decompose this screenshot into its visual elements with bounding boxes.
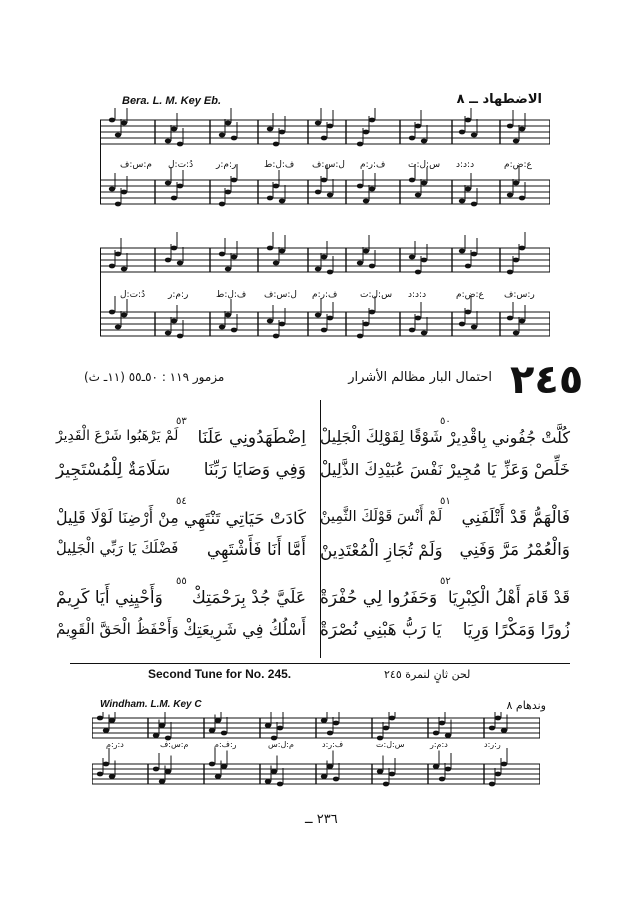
note-head — [459, 199, 465, 204]
verse-hemistich-first: أَسْلُكُ فِي شَرِيعَتِكْ — [183, 620, 306, 639]
solfege-syllable: ف:ر:م — [312, 290, 338, 300]
note-head — [489, 782, 495, 787]
note-head — [121, 313, 127, 318]
verse-number: ٥٢ — [440, 576, 451, 587]
note-head — [465, 310, 471, 315]
note-head — [121, 190, 127, 195]
note-head — [231, 255, 237, 260]
note-head — [279, 199, 285, 204]
note-head — [501, 728, 507, 733]
note-head — [409, 178, 415, 183]
note-head — [409, 328, 415, 333]
note-head — [363, 199, 369, 204]
verse-number: ٥٤ — [176, 496, 187, 507]
note-head — [267, 319, 273, 324]
note-head — [321, 255, 327, 260]
solfege-syllable: س:ل:ت — [408, 160, 441, 170]
verse-line — [56, 462, 306, 486]
verse-number: ٥٠ — [440, 416, 451, 427]
verse-line — [56, 576, 306, 614]
note-head — [225, 313, 231, 318]
note-head — [465, 264, 471, 269]
note-head — [421, 181, 427, 186]
note-head — [377, 769, 383, 774]
verse-hemistich-second: لَمْ يَرْهَبُوا شَرْعَ الْقَدِيرْ — [56, 428, 179, 444]
note-head — [507, 124, 513, 129]
note-head — [153, 767, 159, 772]
note-head — [315, 121, 321, 126]
note-head — [519, 319, 525, 324]
note-head — [321, 718, 327, 723]
note-head — [271, 769, 277, 774]
note-head — [215, 718, 221, 723]
note-head — [415, 316, 421, 321]
solfege-syllable: ر:س:ف — [504, 290, 535, 300]
hymn-number: ٢٤٥ — [510, 357, 584, 403]
verse-hemistich-first: كُلَّتْ جُفُوني بِاقْدِيرْ — [447, 428, 570, 447]
verse-hemistich-second: لَمْ أَنْسَ قَوْلَكَ الثَّمِينْ — [320, 509, 443, 525]
verse-hemistich-second: وَلَمْ تُجَازِ الْمُعْتَدِينْ — [320, 540, 443, 560]
verse-hemistich-second: نَفْسَ عُبَيْدِكَ الذَّلِيلْ — [320, 460, 443, 479]
tune2-composer: Windham. L.M. Key C — [100, 699, 202, 710]
note-head — [471, 202, 477, 207]
verse-hemistich-first: عَلَيَّ جُدْ بِرَحْمَتِكْ — [191, 588, 306, 608]
music-staff — [92, 712, 540, 786]
note-head — [231, 136, 237, 141]
verse-hemistich-second: وَأَحْفَظُ الْحَقَّ الْقَوِيمْ — [56, 620, 179, 638]
note-head — [109, 310, 115, 315]
verse-hemistich-second: سَلَامَةٌ لِلْمُسْتَجِيرْ — [56, 460, 171, 480]
solfege-syllable: م:س:ف — [160, 740, 189, 749]
note-head — [465, 118, 471, 123]
tune1-name: الاضطهاد ــ ٨ — [456, 92, 542, 107]
tune1-composer: Bera. L. M. Key Eb. — [122, 95, 222, 107]
solfege-syllable: ل:س:ف — [264, 290, 297, 300]
solfege-syllable: د:د:د — [408, 290, 427, 300]
note-head — [165, 139, 171, 144]
note-head — [321, 328, 327, 333]
verse-hemistich-first: وَفِي وَصَايَا رَبِّنَا — [203, 460, 306, 480]
verse-line — [56, 496, 306, 534]
verse-hemistich-second: يَا رَبُّ هَبْنِي نُصْرَةْ — [320, 620, 442, 640]
solfege-syllable: م:س:ف — [120, 160, 152, 170]
note-head — [279, 249, 285, 254]
note-head — [315, 313, 321, 318]
note-head — [177, 142, 183, 147]
note-head — [103, 728, 109, 733]
note-head — [209, 762, 215, 767]
note-head — [369, 118, 375, 123]
verse-hemistich-first: قَدْ قَامَ أَهْلُ الْكِبْرِيَا — [448, 588, 570, 607]
note-head — [225, 267, 231, 272]
verse-hemistich-first: كَادَتْ حَيَاتِي تَنْتَهِي — [183, 508, 306, 528]
note-head — [277, 782, 283, 787]
note-head — [109, 187, 115, 192]
note-head — [219, 252, 225, 257]
verse-line — [56, 416, 306, 454]
note-head — [265, 723, 271, 728]
verse-hemistich-second: شَوْقًا لِقَوْلِكَ الْجَلِيلْ — [320, 428, 443, 446]
note-head — [439, 777, 445, 782]
note-head — [445, 733, 451, 738]
note-head — [513, 258, 519, 263]
note-head — [369, 187, 375, 192]
note-head — [421, 258, 427, 263]
solfege-syllable: ف:ر:د — [322, 740, 344, 749]
note-head — [279, 322, 285, 327]
second-tune-heading: Second Tune for No. 245. — [148, 667, 292, 681]
note-head — [421, 139, 427, 144]
verse-hemistich-first: زُورًا وَمَكْرًا وَرِيَا — [462, 620, 570, 640]
note-head — [153, 733, 159, 738]
tune2-name: وندهام ٨ — [506, 699, 546, 712]
note-head — [267, 196, 273, 201]
note-head — [225, 190, 231, 195]
note-head — [495, 772, 501, 777]
note-head — [389, 716, 395, 721]
hymn-title: احتمال البار مظالم الأشرار — [348, 370, 492, 385]
note-head — [363, 249, 369, 254]
note-head — [115, 325, 121, 330]
note-head — [165, 769, 171, 774]
scripture-reference: مزمور ١١٩ : ٥٠ـ٥٥ (١١ـ ث) — [84, 370, 225, 384]
note-head — [357, 261, 363, 266]
note-head — [327, 193, 333, 198]
note-head — [415, 193, 421, 198]
verse-hemistich-second: مِنْ أَرْضِنَا لَوْلَا قَلِيلْ — [56, 508, 179, 527]
note-head — [165, 181, 171, 186]
verse-line — [320, 496, 570, 534]
verse-hemistich-first: وَالْعُمْرُ مَرَّ وَفَنِي — [459, 540, 570, 560]
note-head — [177, 184, 183, 189]
note-head — [121, 267, 127, 272]
note-head — [221, 731, 227, 736]
note-head — [159, 779, 165, 784]
solfege-syllable: د:د:د — [456, 160, 475, 170]
note-head — [103, 762, 109, 767]
note-head — [383, 782, 389, 787]
note-head — [389, 772, 395, 777]
note-head — [121, 121, 127, 126]
note-head — [489, 726, 495, 731]
verse-hemistich-second: وَحَفَرُوا لِي حُفْرَةْ — [320, 588, 438, 608]
page-number: ٢٣٦ ــ — [305, 812, 338, 827]
note-head — [221, 764, 227, 769]
verse-hemistich-first: خَلِّصْ وَعَزِّ يَا مُجِيرْ — [447, 460, 570, 479]
verse-line — [320, 576, 570, 614]
note-head — [357, 142, 363, 147]
verse-line — [56, 622, 306, 646]
note-head — [231, 178, 237, 183]
note-head — [171, 246, 177, 251]
verse-line — [56, 542, 306, 566]
note-head — [519, 246, 525, 251]
note-head — [219, 133, 225, 138]
note-head — [519, 196, 525, 201]
verse-hemistich-second: وَأَحْيِنِي أَيَا كَرِيمْ — [56, 588, 163, 608]
second-tune-heading-arabic: لحن ثانٍ لنمرة ٢٤٥ — [384, 668, 471, 681]
note-head — [231, 328, 237, 333]
note-head — [357, 184, 363, 189]
note-head — [459, 130, 465, 135]
note-head — [109, 264, 115, 269]
note-head — [177, 261, 183, 266]
solfege-syllable: ف:ل:ط — [264, 160, 295, 170]
note-head — [465, 187, 471, 192]
solfege-syllable: دُ:ت:ل — [168, 160, 194, 170]
note-head — [327, 270, 333, 275]
note-head — [265, 779, 271, 784]
rule — [70, 663, 570, 664]
note-head — [159, 723, 165, 728]
note-head — [273, 334, 279, 339]
note-head — [321, 774, 327, 779]
note-head — [165, 258, 171, 263]
music-staff — [100, 108, 550, 338]
note-head — [115, 202, 121, 207]
note-head — [97, 716, 103, 721]
note-head — [209, 728, 215, 733]
note-head — [165, 331, 171, 336]
solfege-syllable: ع:ض:م — [456, 290, 484, 300]
verse-number: ٥٣ — [176, 416, 187, 427]
note-head — [315, 190, 321, 195]
note-head — [273, 261, 279, 266]
note-head — [327, 731, 333, 736]
verse-number: ٥١ — [440, 496, 451, 507]
note-head — [459, 249, 465, 254]
note-head — [177, 334, 183, 339]
note-head — [171, 196, 177, 201]
note-head — [273, 142, 279, 147]
solfege-syllable: م:ل:س — [268, 740, 294, 749]
solfege-syllable: ل:س:ف — [312, 160, 345, 170]
tune1-score — [100, 108, 550, 363]
solfege-syllable: ر:ف:م — [214, 740, 237, 749]
note-head — [421, 331, 427, 336]
note-head — [279, 130, 285, 135]
note-head — [439, 721, 445, 726]
note-head — [507, 193, 513, 198]
solfege-syllable: ر:ر:د — [484, 740, 501, 749]
solfege-syllable: ع:ض:م — [504, 160, 532, 170]
note-head — [321, 178, 327, 183]
note-head — [433, 764, 439, 769]
verse-line — [320, 462, 570, 486]
note-head — [115, 252, 121, 257]
verse-number: ٥٥ — [176, 576, 187, 587]
note-head — [273, 184, 279, 189]
note-head — [357, 334, 363, 339]
note-head — [267, 246, 273, 251]
note-head — [315, 267, 321, 272]
note-head — [109, 774, 115, 779]
note-head — [327, 764, 333, 769]
note-head — [409, 255, 415, 260]
note-head — [409, 136, 415, 141]
note-head — [97, 772, 103, 777]
note-head — [171, 127, 177, 132]
solfege-syllable: ف:ر:م — [360, 160, 386, 170]
note-head — [507, 270, 513, 275]
note-head — [109, 118, 115, 123]
note-head — [109, 718, 115, 723]
verse-line — [320, 622, 570, 646]
note-head — [327, 124, 333, 129]
note-head — [459, 322, 465, 327]
note-head — [471, 325, 477, 330]
solfege-syllable: د:ر:م — [106, 740, 124, 749]
note-head — [369, 310, 375, 315]
note-head — [513, 139, 519, 144]
note-head — [471, 133, 477, 138]
note-head — [507, 316, 513, 321]
note-head — [495, 716, 501, 721]
note-head — [333, 777, 339, 782]
note-head — [219, 325, 225, 330]
solfege-syllable: ر:م:ر — [216, 160, 237, 170]
note-head — [321, 136, 327, 141]
tune2-score — [92, 712, 540, 790]
note-head — [369, 264, 375, 269]
note-head — [225, 121, 231, 126]
note-head — [415, 124, 421, 129]
solfege-syllable: ف:ل:ط — [216, 290, 247, 300]
note-head — [277, 726, 283, 731]
solfege-syllable: دُ:ت:ل — [120, 290, 146, 300]
solfege-syllable: س:ل:ت — [376, 740, 405, 749]
note-head — [433, 731, 439, 736]
note-head — [519, 127, 525, 132]
verse-hemistich-second: فَضْلَكَ يَا رَبِّي الْجَلِيلْ — [56, 540, 179, 557]
note-head — [171, 319, 177, 324]
note-head — [333, 721, 339, 726]
note-head — [513, 331, 519, 336]
note-head — [267, 127, 273, 132]
note-head — [445, 767, 451, 772]
note-head — [415, 270, 421, 275]
verse-hemistich-first: أَمَّا أَنَا فَأَشْتَهِي — [206, 540, 306, 560]
note-head — [501, 762, 507, 767]
solfege-syllable: س:ل:ت — [360, 290, 393, 300]
note-head — [513, 181, 519, 186]
note-head — [327, 316, 333, 321]
note-head — [115, 133, 121, 138]
verse-line — [320, 416, 570, 454]
note-head — [363, 130, 369, 135]
solfege-syllable: ر:م:ر — [168, 290, 189, 300]
note-head — [471, 252, 477, 257]
note-head — [215, 774, 221, 779]
verse-hemistich-first: اِضْطَهَدُونِي عَلَنَا — [197, 428, 306, 448]
solfege-syllable: د:م:ر — [430, 740, 448, 749]
note-head — [219, 202, 225, 207]
verse-hemistich-first: فَالْهَمُّ قَدْ أَتْلَفَنِي — [461, 508, 570, 528]
note-head — [383, 726, 389, 731]
note-head — [363, 322, 369, 327]
verse-line — [320, 542, 570, 566]
